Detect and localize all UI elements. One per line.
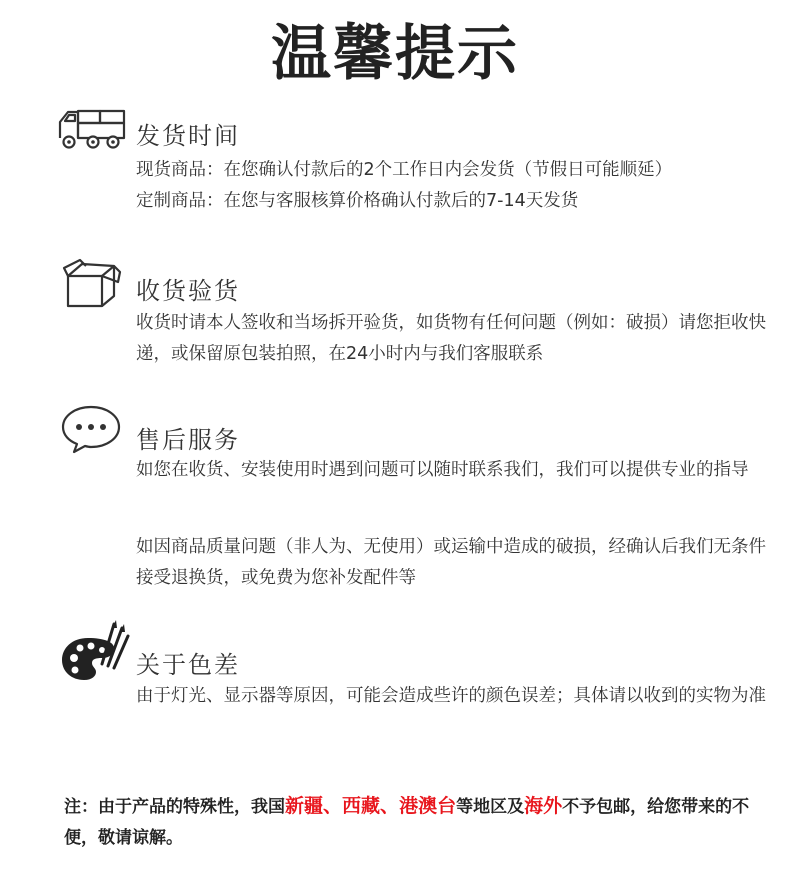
note-region-tibet: 西藏 bbox=[342, 795, 381, 817]
note-separator: 、 bbox=[323, 795, 343, 817]
note-region-hk-macau-taiwan: 港澳台 bbox=[399, 795, 457, 817]
section-heading: 售后服务 bbox=[136, 426, 240, 454]
section-paragraph: 如您在收货、安装使用时遇到问题可以随时联系我们，我们可以提供专业的指导 bbox=[136, 460, 749, 480]
paint-palette-icon bbox=[58, 618, 130, 688]
section-paragraph: 现货商品：在您确认付款后的2个工作日内会发货（节假日可能顺延） bbox=[136, 160, 673, 180]
package-box-icon bbox=[62, 258, 124, 314]
section-heading: 发货时间 bbox=[136, 122, 240, 150]
note-prefix: 注：由于产品的特殊性，我国 bbox=[64, 797, 285, 817]
chat-bubble-icon bbox=[60, 404, 122, 458]
section-heading: 关于色差 bbox=[136, 651, 240, 679]
shipping-note bbox=[64, 791, 764, 854]
section-heading: 收货验货 bbox=[136, 277, 240, 305]
section-paragraph: 由于灯光、显示器等原因，可能会造成些许的颜色误差；具体请以收到的实物为准 bbox=[136, 686, 766, 706]
note-region-xinjiang: 新疆 bbox=[285, 795, 324, 817]
page-title: 温馨提示 bbox=[271, 19, 519, 89]
note-suffix: 不予包邮，给您带来的不便，敬请谅解。 bbox=[64, 797, 750, 848]
note-region-overseas: 海外 bbox=[524, 795, 563, 817]
note-separator: 、 bbox=[380, 795, 400, 817]
note-middle: 等地区及 bbox=[456, 797, 525, 817]
section-paragraph: 如因商品质量问题（非人为、无使用）或运输中造成的破损，经确认后我们无条件接受退换货，或免费为您补发配件等 bbox=[136, 537, 766, 588]
delivery-truck-icon bbox=[56, 108, 128, 154]
section-paragraph: 定制商品：在您与客服核算价格确认付款后的7-14天发货 bbox=[136, 191, 579, 211]
section-paragraph: 收货时请本人签收和当场拆开验货，如货物有任何问题（例如：破损）请您拒收快递，或保留原包装拍照，在24小时内与我们客服联系 bbox=[136, 313, 766, 364]
